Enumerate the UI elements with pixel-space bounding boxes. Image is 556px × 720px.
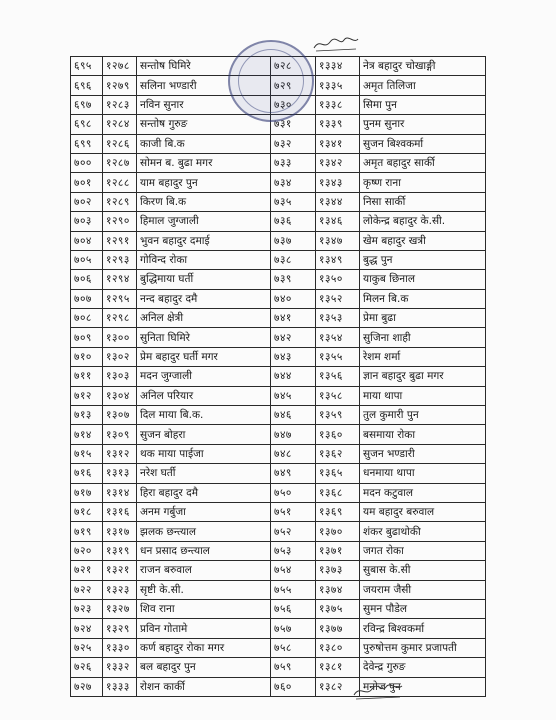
left-name-cell: धन प्रसाद छन्त्याल <box>137 541 271 560</box>
left-name-cell: झलक छन्त्याल <box>137 522 271 541</box>
left-serial-cell: ७०२ <box>71 192 103 211</box>
table-row <box>71 658 486 677</box>
table-row <box>71 638 486 657</box>
left-serial-cell: ७१६ <box>71 464 103 483</box>
right-roll-cell: १३४३ <box>316 173 360 192</box>
table-row <box>71 153 486 172</box>
table-row <box>71 347 486 366</box>
right-roll-cell: १३३८ <box>316 95 360 114</box>
right-roll-cell: १३७४ <box>316 580 360 599</box>
left-name-cell: मदन जुग्जाली <box>137 367 271 386</box>
right-serial-cell: ७५२ <box>271 522 316 541</box>
right-name-cell: जगत रोका <box>360 541 486 560</box>
left-roll-cell: १३०० <box>103 328 137 347</box>
right-roll-cell: १३६५ <box>316 464 360 483</box>
table-row <box>71 425 486 444</box>
left-serial-cell: ७२१ <box>71 561 103 580</box>
right-roll-cell: १३५५ <box>316 347 360 366</box>
right-name-cell: माया थापा <box>360 386 486 405</box>
right-serial-cell: ७३७ <box>271 231 316 250</box>
left-name-cell: किरण बि.क <box>137 192 271 211</box>
right-name-cell: निसा सार्की <box>360 192 486 211</box>
table-row <box>71 406 486 425</box>
left-name-cell: सुनिता घिमिरे <box>137 328 271 347</box>
right-roll-cell: १३७३ <box>316 561 360 580</box>
left-serial-cell: ७१५ <box>71 444 103 463</box>
left-name-cell: बल बहादुर पुन <box>137 658 271 677</box>
right-roll-cell: १३७५ <box>316 599 360 618</box>
left-roll-cell: १२८८ <box>103 173 137 192</box>
left-serial-cell: ७१० <box>71 347 103 366</box>
left-serial-cell: ६९९ <box>71 134 103 153</box>
table-row <box>71 561 486 580</box>
left-roll-cell: १३०२ <box>103 347 137 366</box>
right-roll-cell: १३४१ <box>316 134 360 153</box>
left-roll-cell: १३०३ <box>103 367 137 386</box>
left-name-cell: हिमाल जुग्जाली <box>137 212 271 231</box>
right-serial-cell: ७५९ <box>271 658 316 677</box>
left-roll-cell: १३१४ <box>103 483 137 502</box>
table-row <box>71 522 486 541</box>
right-roll-cell: १३५९ <box>316 406 360 425</box>
right-serial-cell: ७४४ <box>271 367 316 386</box>
left-name-cell: कर्ण बहादुर रोका मगर <box>137 638 271 657</box>
roll-table-body <box>71 57 486 697</box>
right-name-cell: मनोज पुन <box>360 677 486 696</box>
right-serial-cell: ७५७ <box>271 619 316 638</box>
left-roll-cell: १२९१ <box>103 231 137 250</box>
right-serial-cell: ७४८ <box>271 444 316 463</box>
right-name-cell: अमृत बहादुर सार्की <box>360 153 486 172</box>
right-serial-cell: ७४७ <box>271 425 316 444</box>
right-name-cell: मिलन बि.क <box>360 289 486 308</box>
left-roll-cell: १२९४ <box>103 270 137 289</box>
left-name-cell: बुद्धिमाया घर्ती <box>137 270 271 289</box>
table-row <box>71 289 486 308</box>
signature-icon <box>350 680 406 702</box>
left-serial-cell: ७२७ <box>71 677 103 696</box>
right-name-cell: पुरुषोत्तम कुमार प्रजापती <box>360 638 486 657</box>
left-roll-cell: १२८९ <box>103 192 137 211</box>
table-row <box>71 464 486 483</box>
right-roll-cell: १३६० <box>316 425 360 444</box>
right-roll-cell: १३७७ <box>316 619 360 638</box>
left-serial-cell: ७१७ <box>71 483 103 502</box>
right-serial-cell: ७३१ <box>271 115 316 134</box>
right-name-cell: तुल कुमारी पुन <box>360 406 486 425</box>
right-name-cell: बुद्ध पुन <box>360 250 486 269</box>
left-serial-cell: ७२६ <box>71 658 103 677</box>
left-serial-cell: ७०५ <box>71 250 103 269</box>
left-serial-cell: ७११ <box>71 367 103 386</box>
table-row <box>71 619 486 638</box>
right-name-cell: सिमा पुन <box>360 95 486 114</box>
left-serial-cell: ७०१ <box>71 173 103 192</box>
right-name-cell: रेशम शर्मा <box>360 347 486 366</box>
left-name-cell: सन्तोष गुरुङ <box>137 115 271 134</box>
right-serial-cell: ७५५ <box>271 580 316 599</box>
left-roll-cell: १२८६ <box>103 134 137 153</box>
left-roll-cell: १३३० <box>103 638 137 657</box>
right-serial-cell: ७३६ <box>271 212 316 231</box>
signature-icon <box>310 34 362 54</box>
table-row <box>71 444 486 463</box>
right-name-cell: सुजन भण्डारी <box>360 444 486 463</box>
left-name-cell: काजी बि.क <box>137 134 271 153</box>
right-serial-cell: ७३२ <box>271 134 316 153</box>
right-roll-cell: १३६९ <box>316 502 360 521</box>
right-serial-cell: ७४२ <box>271 328 316 347</box>
right-serial-cell: ७५३ <box>271 541 316 560</box>
left-name-cell: दिल माया बि.क. <box>137 406 271 425</box>
table-row <box>71 483 486 502</box>
left-name-cell: शिव राना <box>137 599 271 618</box>
table-row <box>71 173 486 192</box>
right-roll-cell: १३४९ <box>316 250 360 269</box>
right-roll-cell: १३५२ <box>316 289 360 308</box>
right-roll-cell: १३४२ <box>316 153 360 172</box>
right-name-cell: बसमाया रोका <box>360 425 486 444</box>
left-serial-cell: ७२३ <box>71 599 103 618</box>
left-roll-cell: १२९८ <box>103 309 137 328</box>
table-row <box>71 192 486 211</box>
left-serial-cell: ७०९ <box>71 328 103 347</box>
table-row <box>71 250 486 269</box>
left-roll-cell: १२८४ <box>103 115 137 134</box>
right-name-cell: नेत्र बहादुर चोखाङ्गी <box>360 57 486 76</box>
left-name-cell: प्रविन गोतामे <box>137 619 271 638</box>
left-roll-cell: १३१६ <box>103 502 137 521</box>
table-row <box>71 599 486 618</box>
left-name-cell: नविन सुनार <box>137 95 271 114</box>
left-name-cell: प्रेम बहादुर घर्ती मगर <box>137 347 271 366</box>
right-name-cell: सुबास के.सी <box>360 561 486 580</box>
left-name-cell: नरेश घर्ती <box>137 464 271 483</box>
right-name-cell: याकुब छिनाल <box>360 270 486 289</box>
left-roll-cell: १३१२ <box>103 444 137 463</box>
left-serial-cell: ७०७ <box>71 289 103 308</box>
left-name-cell: राजन बरुवाल <box>137 561 271 580</box>
table-row <box>71 212 486 231</box>
left-name-cell: भुवन बहादुर दमाई <box>137 231 271 250</box>
seal-ring <box>238 49 304 113</box>
right-name-cell: अमृत तिलिजा <box>360 76 486 95</box>
left-name-cell: अनिल परियार <box>137 386 271 405</box>
left-serial-cell: ७०४ <box>71 231 103 250</box>
left-serial-cell: ७२४ <box>71 619 103 638</box>
left-serial-cell: ७१८ <box>71 502 103 521</box>
left-serial-cell: ७२० <box>71 541 103 560</box>
right-name-cell: देवेन्द्र गुरुङ <box>360 658 486 677</box>
right-serial-cell: ७३८ <box>271 250 316 269</box>
left-name-cell: सुजन बोहरा <box>137 425 271 444</box>
left-serial-cell: ६९६ <box>71 76 103 95</box>
right-name-cell: ज्ञान बहादुर बुढा मगर <box>360 367 486 386</box>
right-name-cell: जयराम जैसी <box>360 580 486 599</box>
table-row <box>71 386 486 405</box>
left-serial-cell: ७०६ <box>71 270 103 289</box>
left-roll-cell: १३०४ <box>103 386 137 405</box>
right-roll-cell: १३६२ <box>316 444 360 463</box>
left-roll-cell: १३२३ <box>103 580 137 599</box>
left-serial-cell: ७१४ <box>71 425 103 444</box>
right-serial-cell: ७५१ <box>271 502 316 521</box>
left-name-cell: सलिना भण्डारी <box>137 76 271 95</box>
right-roll-cell: १३५६ <box>316 367 360 386</box>
left-roll-cell: १२९३ <box>103 250 137 269</box>
left-roll-cell: १२८७ <box>103 153 137 172</box>
table-row <box>71 580 486 599</box>
right-serial-cell: ७४५ <box>271 386 316 405</box>
left-name-cell: सृष्टी के.सी. <box>137 580 271 599</box>
right-serial-cell: ७५० <box>271 483 316 502</box>
right-serial-cell: ७३४ <box>271 173 316 192</box>
right-roll-cell: १३५८ <box>316 386 360 405</box>
left-roll-cell: १२७९ <box>103 76 137 95</box>
right-name-cell: सुमन पौडेल <box>360 599 486 618</box>
right-name-cell: प्रेमा बुढा <box>360 309 486 328</box>
left-roll-cell: १३२१ <box>103 561 137 580</box>
right-roll-cell: १३३९ <box>316 115 360 134</box>
right-roll-cell: १३४७ <box>316 231 360 250</box>
left-name-cell: सोमन ब. बुढा मगर <box>137 153 271 172</box>
right-roll-cell: १३५४ <box>316 328 360 347</box>
right-roll-cell: १३८२ <box>316 677 360 696</box>
right-name-cell: मदन कटुवाल <box>360 483 486 502</box>
roll-table <box>70 56 486 697</box>
right-serial-cell: ७४६ <box>271 406 316 425</box>
left-roll-cell: १३१९ <box>103 541 137 560</box>
left-serial-cell: ६९८ <box>71 115 103 134</box>
left-roll-cell: १३१३ <box>103 464 137 483</box>
right-serial-cell: ७३५ <box>271 192 316 211</box>
table-row <box>71 677 486 696</box>
right-roll-cell: १३४६ <box>316 212 360 231</box>
right-roll-cell: १३८० <box>316 638 360 657</box>
right-roll-cell: १३३५ <box>316 76 360 95</box>
right-name-cell: कृष्ण राना <box>360 173 486 192</box>
right-serial-cell: ७४१ <box>271 309 316 328</box>
right-serial-cell: ७३३ <box>271 153 316 172</box>
left-roll-cell: १३१७ <box>103 522 137 541</box>
right-serial-cell: ७४३ <box>271 347 316 366</box>
left-roll-cell: १३०९ <box>103 425 137 444</box>
left-name-cell: गोविन्द रोका <box>137 250 271 269</box>
left-serial-cell: ७२२ <box>71 580 103 599</box>
left-serial-cell: ७१९ <box>71 522 103 541</box>
right-roll-cell: १३३४ <box>316 57 360 76</box>
table-row <box>71 367 486 386</box>
table-row <box>71 134 486 153</box>
left-serial-cell: ६९५ <box>71 57 103 76</box>
right-serial-cell: ७४९ <box>271 464 316 483</box>
left-serial-cell: ७२५ <box>71 638 103 657</box>
table-row <box>71 541 486 560</box>
left-name-cell: रोशन कार्की <box>137 677 271 696</box>
official-seal-icon <box>228 40 314 122</box>
right-name-cell: खेम बहादुर खत्री <box>360 231 486 250</box>
right-serial-cell: ७६० <box>271 677 316 696</box>
right-serial-cell: ७२८ <box>271 57 316 76</box>
right-roll-cell: १३६८ <box>316 483 360 502</box>
right-serial-cell: ७५६ <box>271 599 316 618</box>
right-roll-cell: १३७० <box>316 522 360 541</box>
left-roll-cell: १३३२ <box>103 658 137 677</box>
right-name-cell: पुनम सुनार <box>360 115 486 134</box>
right-name-cell: सुजन बिश्वकर्मा <box>360 134 486 153</box>
left-roll-cell: १३३३ <box>103 677 137 696</box>
table-row <box>71 328 486 347</box>
left-name-cell: अनिल क्षेत्री <box>137 309 271 328</box>
right-name-cell: यम बहादुर बरुवाल <box>360 502 486 521</box>
table-row <box>71 502 486 521</box>
right-name-cell: धनमाया थापा <box>360 464 486 483</box>
left-roll-cell: १३२७ <box>103 599 137 618</box>
right-serial-cell: ७५८ <box>271 638 316 657</box>
left-roll-cell: १२९० <box>103 212 137 231</box>
left-serial-cell: ७०३ <box>71 212 103 231</box>
right-serial-cell: ७२९ <box>271 76 316 95</box>
right-name-cell: शंकर बुढाथोकी <box>360 522 486 541</box>
right-roll-cell: १३८१ <box>316 658 360 677</box>
left-serial-cell: ७०८ <box>71 309 103 328</box>
right-name-cell: रविन्द्र बिश्वकर्मा <box>360 619 486 638</box>
left-name-cell: सन्तोष घिमिरे <box>137 57 271 76</box>
left-name-cell: याम बहादुर पुन <box>137 173 271 192</box>
right-roll-cell: १३७१ <box>316 541 360 560</box>
left-roll-cell: १२८३ <box>103 95 137 114</box>
right-roll-cell: १३५३ <box>316 309 360 328</box>
right-serial-cell: ७३९ <box>271 270 316 289</box>
table-row <box>71 270 486 289</box>
left-name-cell: थक माया पाईजा <box>137 444 271 463</box>
left-roll-cell: १३२९ <box>103 619 137 638</box>
left-name-cell: अनम गर्बुजा <box>137 502 271 521</box>
left-roll-cell: १२९५ <box>103 289 137 308</box>
left-name-cell: हिरा बहादुर दमै <box>137 483 271 502</box>
left-name-cell: नन्द बहादुर दमै <box>137 289 271 308</box>
right-name-cell: लोकेन्द्र बहादुर के.सी. <box>360 212 486 231</box>
right-serial-cell: ७४० <box>271 289 316 308</box>
table-row <box>71 309 486 328</box>
right-serial-cell: ७५४ <box>271 561 316 580</box>
table-row <box>71 231 486 250</box>
right-serial-cell: ७३० <box>271 95 316 114</box>
left-serial-cell: ७०० <box>71 153 103 172</box>
right-roll-cell: १३५० <box>316 270 360 289</box>
left-serial-cell: ७१२ <box>71 386 103 405</box>
right-name-cell: सुजिना शाही <box>360 328 486 347</box>
right-roll-cell: १३४४ <box>316 192 360 211</box>
left-serial-cell: ६९७ <box>71 95 103 114</box>
left-roll-cell: १३०७ <box>103 406 137 425</box>
left-serial-cell: ७१३ <box>71 406 103 425</box>
left-roll-cell: १२७८ <box>103 57 137 76</box>
